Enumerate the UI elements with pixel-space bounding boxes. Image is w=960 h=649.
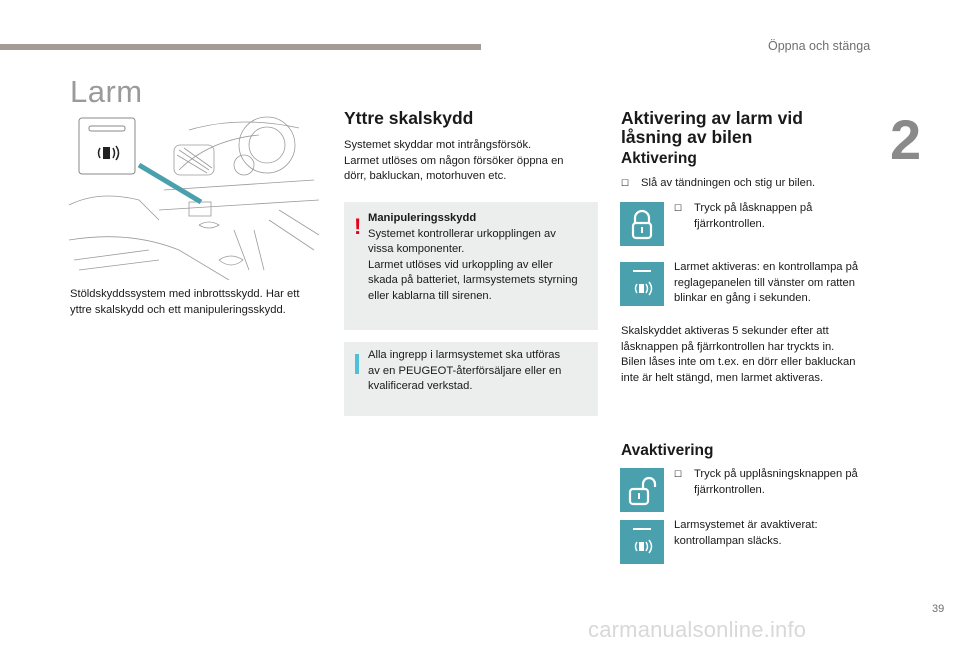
section-title: Öppna och stänga — [768, 39, 871, 53]
text-line: Larmsystemet är avaktiverat: — [674, 519, 818, 531]
warning-icon: ! — [354, 214, 362, 239]
dashboard-drawing — [69, 110, 322, 280]
checkbox-bullet-icon: ☐ — [674, 203, 683, 213]
deactivation-subheading: Avaktivering — [621, 442, 714, 459]
text-line: låsknappen på fjärrkontrollen har tryckts in. — [621, 340, 835, 353]
text-line: eller kablarna till sirenen. — [368, 289, 492, 302]
text-line: Larmet utlöses om någon försöker öppna en — [344, 154, 564, 167]
page-title: Larm — [70, 74, 143, 109]
warning-title: Manipuleringsskydd — [368, 212, 477, 224]
illustration-caption: Stöldskyddssystem med inbrottsskydd. Har ett yttre skalskydd och ett manipuleringsskydd. — [70, 288, 300, 316]
text-line: skada på batteriet, larmsystemets styrning — [368, 274, 578, 286]
outer-protection-text — [344, 138, 594, 185]
info-box — [344, 342, 598, 416]
text-line: kvalificerad verkstad. — [368, 380, 473, 392]
text-line: Skalskyddet aktiveras 5 sekunder efter att — [621, 325, 829, 337]
checkbox-bullet-icon: ☐ — [674, 469, 683, 479]
text-line: reglagepanelen till vänster om ratten — [674, 276, 855, 289]
text-line: Larmet aktiveras: en kontrollampa på — [674, 261, 859, 273]
dashboard-illustration — [69, 110, 322, 280]
alarm-tile — [620, 262, 664, 306]
lock-tile — [620, 202, 664, 246]
text-line: Systemet kontrollerar urkopplingen av — [368, 227, 556, 240]
step-text: Tryck på upplåsningsknappen på — [694, 468, 858, 480]
alarm-off-tile — [620, 520, 664, 564]
warning-box — [344, 202, 598, 330]
text-line: dörr, bakluckan, motorhuven etc. — [344, 170, 507, 182]
text-line: av en PEUGEOT-återförsäljare eller en — [368, 364, 562, 377]
warning-text — [368, 211, 596, 304]
text-line: inte är helt stängd, men larmet aktiveras. — [621, 371, 824, 384]
unlock-tile — [620, 468, 664, 512]
info-icon — [355, 354, 359, 374]
alarm-indicator-icon — [620, 262, 664, 306]
unlock-icon — [620, 468, 664, 512]
outer-protection-heading: Yttre skalskydd — [344, 108, 474, 128]
activation-note — [621, 324, 891, 386]
activation-heading — [621, 109, 803, 147]
text-line: Systemet skyddar mot intrångsförsök. — [344, 139, 532, 151]
text-line: Larmet utlöses vid urkoppling av eller — [368, 258, 553, 271]
step-text: fjärrkontrollen. — [694, 217, 765, 230]
step-text: Tryck på låsknappen på — [694, 202, 813, 214]
deactivation-step-1 — [674, 467, 858, 498]
text-line: kontrollampan släcks. — [674, 534, 782, 547]
step-text: fjärrkontrollen. — [694, 483, 765, 496]
heading-line: låsning av bilen — [621, 127, 753, 147]
info-text — [368, 348, 596, 395]
activation-step-3 — [674, 260, 884, 307]
activation-step-1 — [621, 176, 815, 192]
step-text: Slå av tändningen och stig ur bilen. — [641, 177, 816, 189]
checkbox-bullet-icon: ☐ — [621, 178, 630, 188]
activation-subheading: Aktivering — [621, 150, 697, 167]
header-bar — [0, 44, 481, 50]
lock-icon — [620, 202, 664, 246]
page-number: 39 — [932, 603, 945, 615]
watermark-link[interactable]: carmanualsonline.info — [588, 617, 807, 642]
text-line: vissa komponenter. — [368, 243, 465, 255]
deactivation-step-2 — [674, 518, 884, 549]
heading-line: Aktivering av larm vid — [621, 108, 803, 128]
chapter-number: 2 — [890, 108, 922, 171]
alarm-indicator-icon — [620, 520, 664, 564]
activation-step-2 — [674, 201, 812, 232]
text-line: Alla ingrepp i larmsystemet ska utföras — [368, 349, 561, 361]
text-line: blinkar en gång i sekunden. — [674, 292, 811, 304]
text-line: Bilen låses inte om t.ex. en dörr eller bakluckan — [621, 356, 856, 368]
